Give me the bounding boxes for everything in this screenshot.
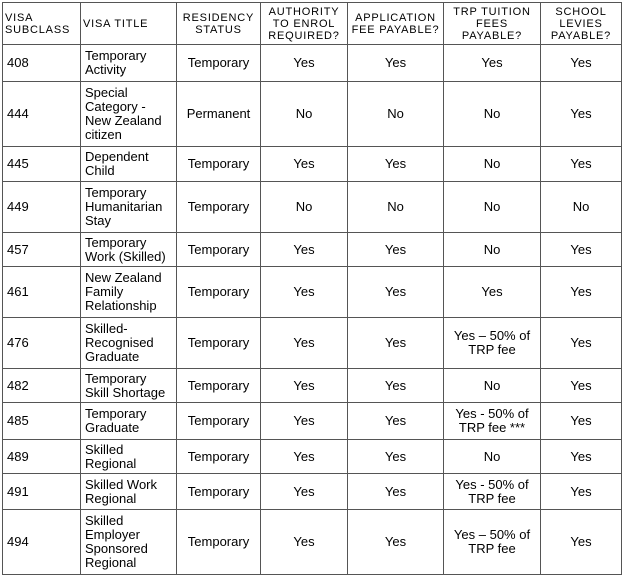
cell-authority-to-enrol: Yes (261, 318, 348, 369)
cell-authority-to-enrol: No (261, 182, 348, 233)
cell-visa-title: Special Category - New Zealand citizen (81, 82, 177, 147)
cell-application-fee: Yes (348, 440, 444, 474)
cell-application-fee: Yes (348, 45, 444, 82)
table-row (3, 233, 622, 267)
cell-visa-title: Skilled Regional (81, 440, 177, 474)
table-row (3, 474, 622, 510)
cell-residency-status: Temporary (177, 182, 261, 233)
cell-residency-status: Temporary (177, 318, 261, 369)
cell-residency-status: Temporary (177, 147, 261, 182)
cell-visa-subclass: 408 (3, 45, 81, 82)
header-school-levies: SCHOOL LEVIES PAYABLE? (541, 3, 622, 45)
cell-school-levies: No (541, 182, 622, 233)
table-row (3, 369, 622, 403)
cell-visa-subclass: 489 (3, 440, 81, 474)
cell-authority-to-enrol: Yes (261, 403, 348, 440)
visa-subclass-table (2, 2, 622, 575)
cell-residency-status: Temporary (177, 369, 261, 403)
cell-application-fee: Yes (348, 233, 444, 267)
header-trp-tuition-fees: TRP TUITION FEES PAYABLE? (444, 3, 541, 45)
cell-application-fee: Yes (348, 510, 444, 575)
cell-residency-status: Temporary (177, 403, 261, 440)
table-row (3, 182, 622, 233)
table-row (3, 267, 622, 318)
cell-trp-tuition-fees: Yes - 50% of TRP fee *** (444, 403, 541, 440)
cell-school-levies: Yes (541, 318, 622, 369)
cell-trp-tuition-fees: Yes (444, 45, 541, 82)
cell-school-levies: Yes (541, 267, 622, 318)
cell-school-levies: Yes (541, 147, 622, 182)
cell-visa-title: Skilled Employer Sponsored Regional (81, 510, 177, 575)
cell-application-fee: Yes (348, 267, 444, 318)
cell-application-fee: Yes (348, 318, 444, 369)
cell-residency-status: Temporary (177, 474, 261, 510)
cell-trp-tuition-fees: Yes – 50% of TRP fee (444, 510, 541, 575)
cell-visa-title: Temporary Activity (81, 45, 177, 82)
cell-trp-tuition-fees: Yes (444, 267, 541, 318)
table-body (3, 45, 622, 575)
cell-visa-subclass: 461 (3, 267, 81, 318)
cell-visa-subclass: 444 (3, 82, 81, 147)
cell-trp-tuition-fees: Yes – 50% of TRP fee (444, 318, 541, 369)
cell-residency-status: Permanent (177, 82, 261, 147)
cell-trp-tuition-fees: No (444, 182, 541, 233)
cell-residency-status: Temporary (177, 45, 261, 82)
cell-visa-subclass: 449 (3, 182, 81, 233)
cell-application-fee: Yes (348, 474, 444, 510)
table-row (3, 440, 622, 474)
table-row (3, 82, 622, 147)
table-header (3, 3, 622, 45)
cell-school-levies: Yes (541, 474, 622, 510)
header-application-fee: APPLICATION FEE PAYABLE? (348, 3, 444, 45)
cell-trp-tuition-fees: No (444, 233, 541, 267)
cell-visa-title: Dependent Child (81, 147, 177, 182)
cell-visa-subclass: 482 (3, 369, 81, 403)
cell-trp-tuition-fees: No (444, 147, 541, 182)
cell-residency-status: Temporary (177, 267, 261, 318)
cell-visa-title: Temporary Humanitarian Stay (81, 182, 177, 233)
cell-application-fee: Yes (348, 403, 444, 440)
cell-visa-title: Temporary Work (Skilled) (81, 233, 177, 267)
cell-residency-status: Temporary (177, 233, 261, 267)
cell-residency-status: Temporary (177, 440, 261, 474)
cell-school-levies: Yes (541, 45, 622, 82)
cell-application-fee: Yes (348, 369, 444, 403)
table-row (3, 147, 622, 182)
cell-school-levies: Yes (541, 510, 622, 575)
cell-authority-to-enrol: Yes (261, 510, 348, 575)
cell-school-levies: Yes (541, 403, 622, 440)
cell-school-levies: Yes (541, 440, 622, 474)
cell-application-fee: No (348, 182, 444, 233)
cell-visa-title: Temporary Skill Shortage (81, 369, 177, 403)
cell-visa-subclass: 491 (3, 474, 81, 510)
cell-school-levies: Yes (541, 82, 622, 147)
cell-visa-subclass: 494 (3, 510, 81, 575)
cell-visa-title: Skilled Work Regional (81, 474, 177, 510)
cell-school-levies: Yes (541, 369, 622, 403)
cell-visa-title: New Zealand Family Relationship (81, 267, 177, 318)
cell-application-fee: Yes (348, 147, 444, 182)
table-row (3, 403, 622, 440)
table-row (3, 318, 622, 369)
cell-trp-tuition-fees: Yes - 50% of TRP fee (444, 474, 541, 510)
header-visa-title: VISA TITLE (81, 3, 177, 45)
cell-visa-subclass: 485 (3, 403, 81, 440)
cell-authority-to-enrol: Yes (261, 474, 348, 510)
cell-authority-to-enrol: Yes (261, 440, 348, 474)
cell-authority-to-enrol: Yes (261, 45, 348, 82)
cell-trp-tuition-fees: No (444, 369, 541, 403)
header-residency-status: RESIDENCY STATUS (177, 3, 261, 45)
cell-visa-subclass: 445 (3, 147, 81, 182)
table-row (3, 510, 622, 575)
table-row (3, 45, 622, 82)
header-visa-subclass: VISA SUBCLASS (3, 3, 81, 45)
cell-visa-subclass: 457 (3, 233, 81, 267)
cell-visa-title: Temporary Graduate (81, 403, 177, 440)
cell-authority-to-enrol: Yes (261, 233, 348, 267)
cell-residency-status: Temporary (177, 510, 261, 575)
cell-authority-to-enrol: Yes (261, 267, 348, 318)
cell-school-levies: Yes (541, 233, 622, 267)
cell-authority-to-enrol: No (261, 82, 348, 147)
header-row (3, 3, 622, 45)
cell-authority-to-enrol: Yes (261, 369, 348, 403)
cell-trp-tuition-fees: No (444, 440, 541, 474)
cell-authority-to-enrol: Yes (261, 147, 348, 182)
header-authority-to-enrol: AUTHORITY TO ENROL REQUIRED? (261, 3, 348, 45)
cell-application-fee: No (348, 82, 444, 147)
cell-visa-subclass: 476 (3, 318, 81, 369)
cell-trp-tuition-fees: No (444, 82, 541, 147)
cell-visa-title: Skilled- Recognised Graduate (81, 318, 177, 369)
